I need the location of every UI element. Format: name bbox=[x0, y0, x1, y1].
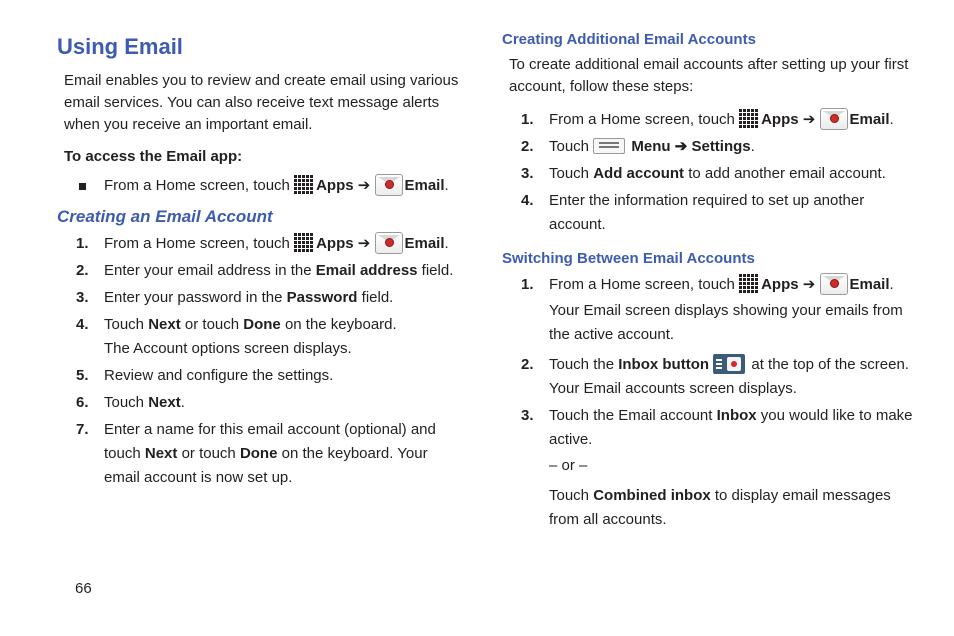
right-column bbox=[502, 30, 922, 535]
arrow-icon: ➔ bbox=[357, 177, 371, 194]
left-column bbox=[57, 30, 467, 493]
switch-step-2-note: Your Email accounts screen displays. bbox=[549, 380, 797, 397]
switch-step-1: 1. From a Home screen, touch Apps ➔ Email. Your Email screen displays showing your emails from the active account. bbox=[502, 273, 922, 347]
page-number: 66 bbox=[75, 580, 92, 597]
step-5: 5. Review and configure the settings. bbox=[76, 367, 334, 384]
email-app-icon bbox=[375, 232, 403, 254]
email-app-icon bbox=[820, 273, 848, 295]
access-bullet: From a Home screen, touch Apps ➔ Email. bbox=[57, 174, 467, 198]
email-app-icon bbox=[375, 174, 403, 196]
intro-paragraph: Email enables you to review and create email using various email services. You can also receive text message alerts when you receive an important email. bbox=[64, 72, 459, 133]
apps-grid-icon bbox=[739, 274, 759, 294]
arrow-icon: ➔ bbox=[802, 111, 816, 128]
additional-intro: To create additional email accounts after setting up your first account, follow these steps: bbox=[509, 56, 909, 95]
step-6: 6. Touch Next. bbox=[76, 394, 185, 411]
arrow-icon: ➔ bbox=[674, 138, 688, 155]
email-app-icon bbox=[820, 108, 848, 130]
apps-grid-icon bbox=[739, 109, 759, 129]
menu-key-icon bbox=[593, 138, 625, 154]
arrow-icon: ➔ bbox=[802, 276, 816, 293]
section-title-create: Creating an Email Account bbox=[57, 207, 273, 226]
add-step-1: 1. From a Home screen, touch Apps ➔ Email. bbox=[502, 108, 922, 132]
inbox-button-icon bbox=[713, 354, 745, 374]
or-separator: – or – bbox=[549, 457, 588, 474]
step-1: 1. From a Home screen, touch Apps ➔ Email. bbox=[57, 232, 467, 256]
switch-step-1-note: Your Email screen displays showing your emails from the active account. bbox=[549, 302, 903, 343]
bullet-marker bbox=[79, 183, 86, 190]
apps-grid-icon bbox=[294, 175, 314, 195]
step-7: 7. Enter a name for this email account (optional) and touch Next or touch Done on the keyboard. Your email account is now set up. bbox=[76, 421, 436, 486]
switch-step-3: 3. Touch the Email account Inbox you would like to make active. – or – Touch Combined inbox to display email messages from all accounts. bbox=[502, 404, 922, 532]
add-step-3: 3. Touch Add account to add another email account. bbox=[521, 165, 886, 182]
switch-step-2: 2. Touch the Inbox button at the top of the screen. Your Email accounts screen displays. bbox=[502, 353, 922, 401]
step-2: 2. Enter your email address in the Email address field. bbox=[76, 262, 454, 279]
section-title-additional: Creating Additional Email Accounts bbox=[502, 31, 756, 48]
section-title-switching: Switching Between Email Accounts bbox=[502, 250, 755, 267]
bullet-text: From a Home screen, touch bbox=[104, 177, 290, 194]
arrow-icon: ➔ bbox=[357, 235, 371, 252]
step-3: 3. Enter your password in the Password field. bbox=[76, 289, 394, 306]
apps-label: Apps bbox=[316, 177, 354, 194]
add-step-4: 4. Enter the information required to set up another account. bbox=[521, 192, 865, 233]
apps-grid-icon bbox=[294, 233, 314, 253]
email-label: Email bbox=[404, 177, 445, 194]
step-4-note: The Account options screen displays. bbox=[104, 340, 352, 357]
step-4: 4. Touch Next or touch Done on the keyboard. The Account options screen displays. bbox=[57, 313, 467, 361]
access-label: To access the Email app: bbox=[64, 148, 243, 165]
page-title: Using Email bbox=[57, 34, 183, 59]
add-step-2: 2. Touch Menu ➔ Settings. bbox=[521, 138, 755, 155]
